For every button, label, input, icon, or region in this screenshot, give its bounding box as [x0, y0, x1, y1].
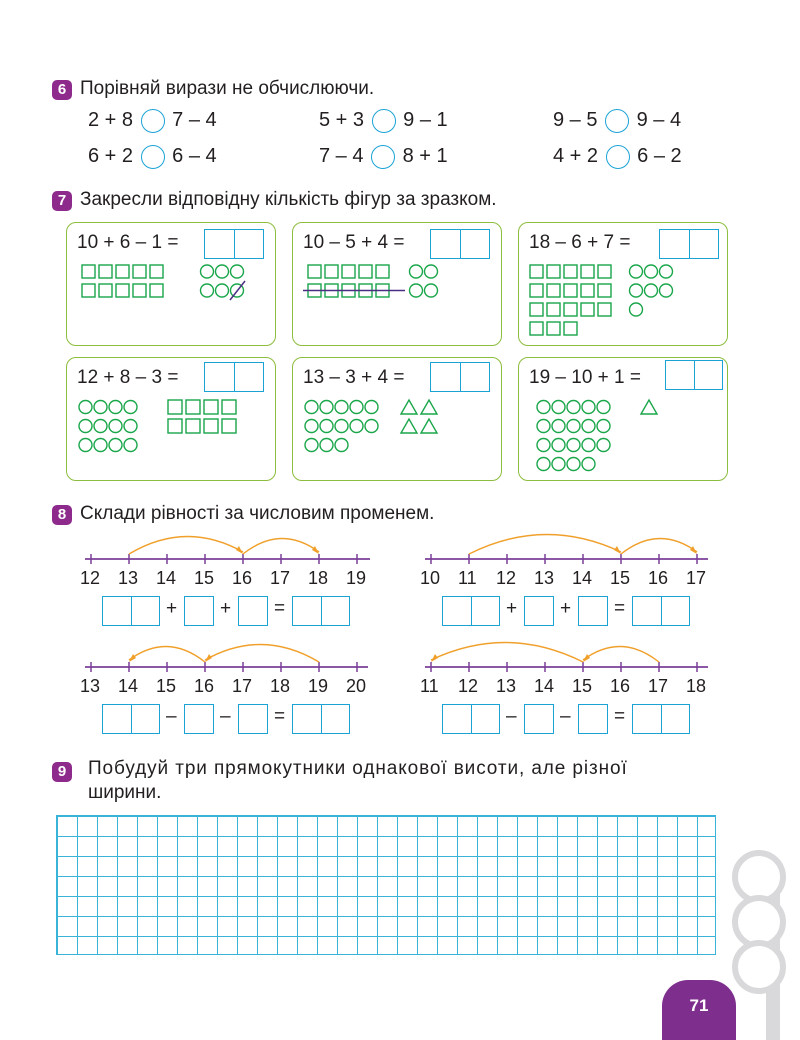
- tick-label: 14: [156, 568, 177, 588]
- tick-label: 13: [534, 568, 555, 588]
- task-7-number: 7: [52, 191, 72, 211]
- tick-label: 11: [458, 568, 477, 588]
- answer-box[interactable]: [524, 596, 554, 626]
- answer-box[interactable]: [632, 704, 690, 734]
- operator: –: [166, 706, 177, 727]
- shapes-group: [67, 358, 277, 482]
- tick-label: 12: [458, 676, 479, 696]
- comparison: [319, 107, 448, 133]
- tick-label: 14: [572, 568, 593, 588]
- panel-expression: 10 – 5 + 4 =: [303, 232, 405, 253]
- compare-circle[interactable]: [371, 145, 395, 169]
- comparison: [88, 143, 217, 169]
- operator: –: [220, 706, 231, 727]
- equation-row: [102, 596, 352, 626]
- tick-label: 12: [496, 568, 517, 588]
- tick-label: 13: [80, 676, 101, 696]
- number-line: [80, 634, 370, 674]
- number-line: [420, 526, 710, 566]
- answer-box[interactable]: [442, 596, 500, 626]
- right-expression: 6 – 4: [172, 145, 217, 167]
- answer-box[interactable]: [102, 596, 160, 626]
- operator: –: [506, 706, 517, 727]
- answer-box[interactable]: [184, 704, 214, 734]
- compare-circle[interactable]: [606, 145, 630, 169]
- task-9-title: [88, 758, 738, 804]
- task-9-number: 9: [52, 762, 72, 782]
- tick-label: 18: [270, 676, 291, 696]
- right-expression: 6 – 2: [637, 145, 682, 167]
- tick-label: 14: [118, 676, 139, 696]
- tick-label: 20: [346, 676, 367, 696]
- left-expression: 6 + 2: [88, 145, 134, 167]
- shapes-group: [67, 223, 277, 347]
- shape-panel: [292, 222, 502, 346]
- operator: +: [166, 598, 178, 619]
- operator: =: [614, 706, 626, 727]
- comparison: [88, 107, 217, 133]
- comparison: [553, 107, 681, 133]
- left-expression: 4 + 2: [553, 145, 599, 167]
- tick-label: 10: [420, 568, 441, 588]
- tick-label: 13: [118, 568, 139, 588]
- shape-panel: [518, 222, 728, 346]
- page-number: 71: [662, 980, 736, 1040]
- tick-label: 17: [270, 568, 291, 588]
- tick-label: 16: [232, 568, 253, 588]
- shapes-group: [293, 223, 503, 347]
- task-9-title-line1: [88, 758, 736, 780]
- tick-label: 17: [648, 676, 669, 696]
- answer-box[interactable]: [524, 704, 554, 734]
- right-expression: 7 – 4: [172, 109, 217, 131]
- tick-label: 17: [232, 676, 253, 696]
- drawing-grid[interactable]: [56, 815, 716, 955]
- tick-label: 12: [80, 568, 101, 588]
- tick-label: 16: [610, 676, 631, 696]
- tick-label: 14: [534, 676, 555, 696]
- task-9-title-line2: ширини.: [88, 782, 162, 803]
- comparison: [319, 143, 448, 169]
- shapes-group: [293, 358, 503, 482]
- equation-row: [102, 704, 352, 734]
- shape-panel: [66, 222, 276, 346]
- answer-box[interactable]: [578, 596, 608, 626]
- compare-circle[interactable]: [141, 145, 165, 169]
- compare-circle[interactable]: [605, 109, 629, 133]
- operator: +: [506, 598, 518, 619]
- tick-label: 15: [610, 568, 631, 588]
- binder-ring-icon: [732, 940, 786, 994]
- answer-box[interactable]: [238, 596, 268, 626]
- answer-box[interactable]: [632, 596, 690, 626]
- answer-box[interactable]: [102, 704, 160, 734]
- answer-box[interactable]: [292, 704, 350, 734]
- task-8-number: 8: [52, 505, 72, 525]
- right-expression: 9 – 1: [403, 109, 448, 131]
- operator: +: [220, 598, 232, 619]
- number-line: [80, 526, 370, 566]
- equation-row: [442, 596, 692, 626]
- tick-label: 17: [686, 568, 707, 588]
- left-expression: 7 – 4: [319, 145, 364, 167]
- answer-box[interactable]: [442, 704, 500, 734]
- panel-expression: 12 + 8 – 3 =: [77, 367, 179, 388]
- tick-label: 16: [648, 568, 669, 588]
- panel-expression: 13 – 3 + 4 =: [303, 367, 405, 388]
- number-line: [420, 634, 710, 674]
- shapes-group: [519, 223, 729, 347]
- task-6-title: Порівняй вирази не обчислюючи.: [80, 78, 375, 99]
- task-8-title: Склади рівності за числовим променем.: [80, 503, 435, 524]
- right-expression: 8 + 1: [402, 145, 448, 167]
- left-expression: 9 – 5: [553, 109, 598, 131]
- shape-panel: [292, 357, 502, 481]
- tick-label: 16: [194, 676, 215, 696]
- tick-label: 15: [156, 676, 177, 696]
- equation-row: [442, 704, 692, 734]
- operator: –: [560, 706, 571, 727]
- shape-panel: [66, 357, 276, 481]
- task-7-title: Закресли відповідну кількість фігур за зразком.: [80, 189, 497, 210]
- task-6-number: 6: [52, 80, 72, 100]
- right-expression: 9 – 4: [636, 109, 682, 131]
- shape-panel: [518, 357, 728, 481]
- operator: =: [614, 598, 626, 619]
- panel-expression: 18 – 6 + 7 =: [529, 232, 631, 253]
- tick-label: 15: [194, 568, 215, 588]
- answer-box[interactable]: [292, 596, 350, 626]
- answer-box[interactable]: [238, 704, 268, 734]
- answer-box[interactable]: [184, 596, 214, 626]
- tick-label: 11: [420, 676, 439, 696]
- panel-expression: 19 – 10 + 1 =: [529, 367, 641, 388]
- tick-label: 18: [686, 676, 707, 696]
- tick-label: 19: [308, 676, 329, 696]
- operator: =: [274, 706, 286, 727]
- left-expression: 2 + 8: [88, 109, 134, 131]
- compare-circle[interactable]: [141, 109, 165, 133]
- operator: +: [560, 598, 572, 619]
- tick-label: 19: [346, 568, 367, 588]
- panel-expression: 10 + 6 – 1 =: [77, 232, 179, 253]
- comparison: [553, 143, 682, 169]
- left-expression: 5 + 3: [319, 109, 365, 131]
- compare-circle[interactable]: [372, 109, 396, 133]
- shapes-group: [519, 358, 729, 482]
- operator: =: [274, 598, 286, 619]
- answer-box[interactable]: [578, 704, 608, 734]
- task-9-title-text: Побудуй три прямокутники однакової висоти, але різної: [88, 758, 628, 779]
- tick-label: 15: [572, 676, 593, 696]
- tick-label: 13: [496, 676, 517, 696]
- tick-label: 18: [308, 568, 329, 588]
